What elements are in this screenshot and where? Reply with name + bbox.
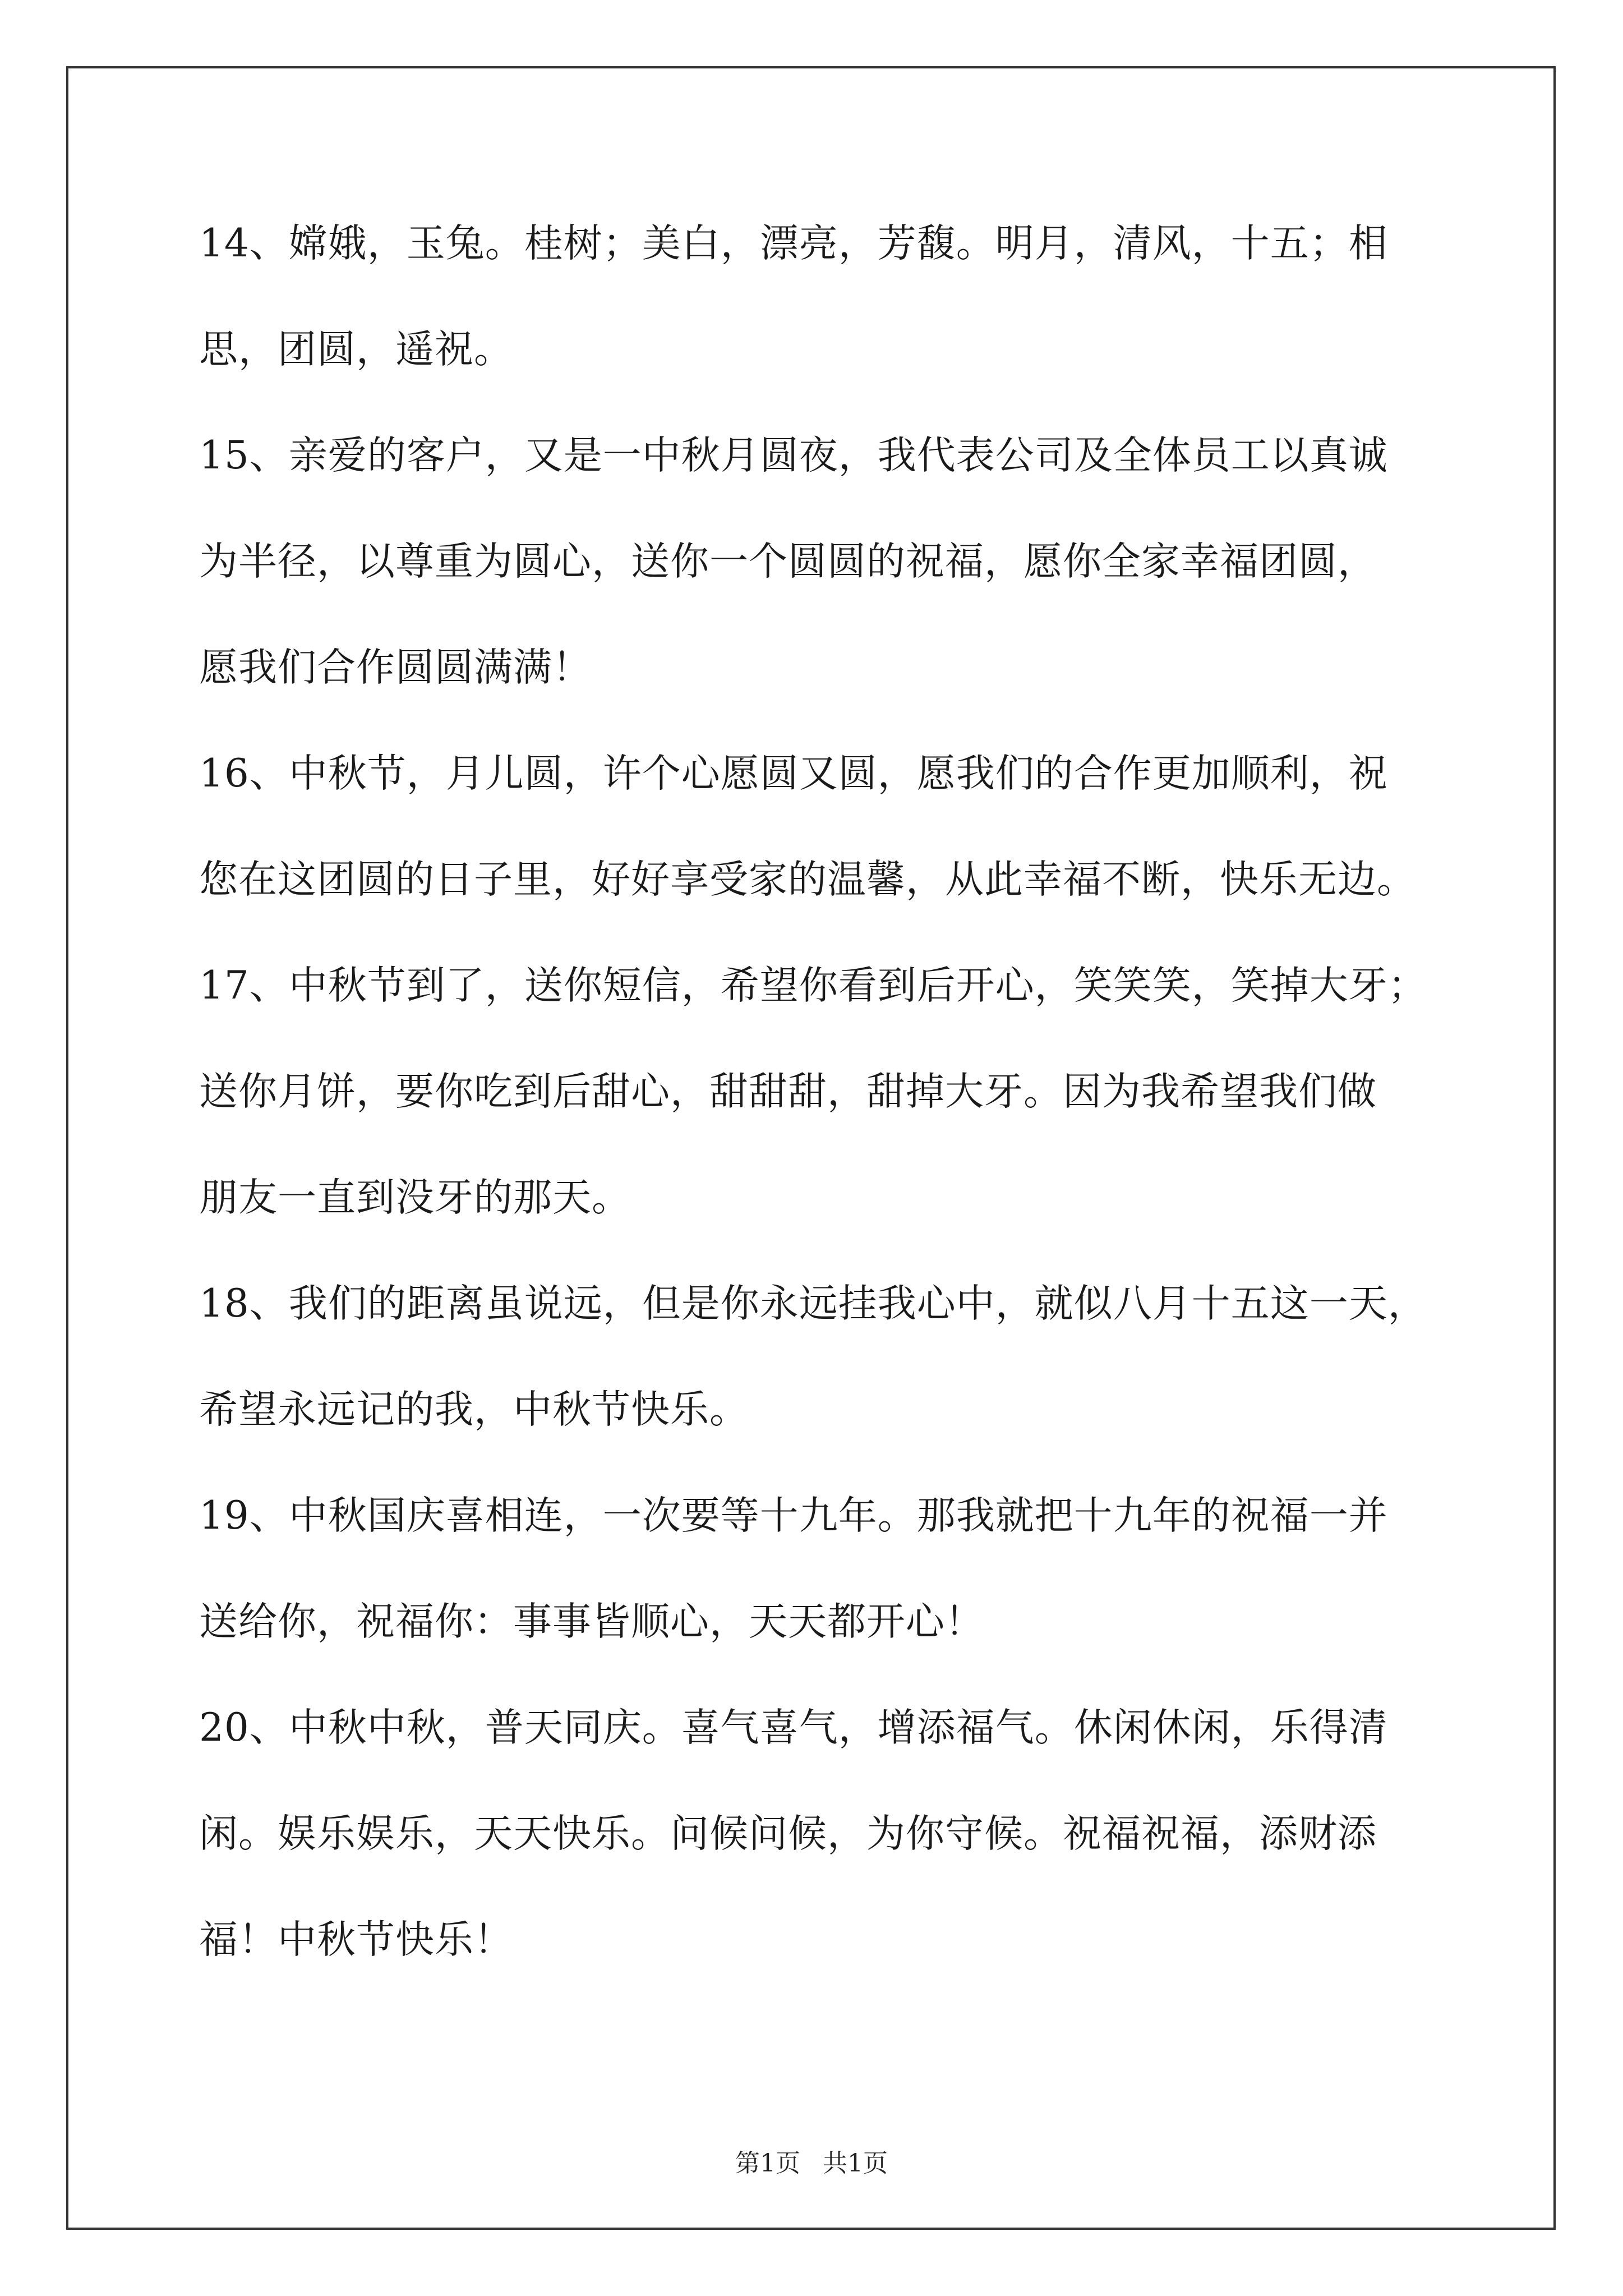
text-line: 送你月饼，要你吃到后甜心，甜甜甜，甜掉大牙。因为我希望我们做 [199,1069,1377,1114]
text-line: 愿我们合作圆圆满满！ [199,645,592,690]
page-footer [0,2150,1623,2178]
text-line: 希望永远记的我，中秋节快乐。 [199,1387,749,1432]
text-line: 闲。娱乐娱乐，天天快乐。问候问候，为你守候。祝福祝福，添财添 [199,1811,1377,1856]
text-line: 送给你，祝福你：事事皆顺心，天天都开心！ [199,1599,984,1644]
text-line: 19、中秋国庆喜相连，一次要等十九年。那我就把十九年的祝福一并 [199,1493,1388,1538]
text-line: 思，团圆，遥祝。 [199,327,513,372]
page-number-total: 共1页 [823,2149,888,2178]
text-line: 朋友一直到没牙的那天。 [199,1175,631,1220]
text-line: 15、亲爱的客户，又是一中秋月圆夜，我代表公司及全体员工以真诚 [199,433,1388,478]
text-line: 20、中秋中秋，普天同庆。喜气喜气，增添福气。休闲休闲，乐得清 [199,1705,1388,1750]
page-number-current: 第1页 [735,2149,800,2178]
text-line: 18、我们的距离虽说远，但是你永远挂我心中，就似八月十五这一天， [199,1281,1427,1326]
document-body [199,221,1441,2027]
text-line: 17、中秋节到了，送你短信，希望你看到后开心，笑笑笑，笑掉大牙； [199,963,1427,1008]
text-line: 您在这团圆的日子里，好好享受家的温馨，从此幸福不断，快乐无边。 [199,857,1416,902]
text-line: 16、中秋节，月儿圆，许个心愿圆又圆，愿我们的合作更加顺利，祝 [199,751,1388,796]
text-line: 14、嫦娥，玉兔。桂树；美白，漂亮，芳馥。明月，清风，十五；相 [199,221,1388,266]
text-line: 福！中秋节快乐！ [199,1917,513,1962]
text-line: 为半径，以尊重为圆心，送你一个圆圆的祝福，愿你全家幸福团圆， [199,539,1377,584]
